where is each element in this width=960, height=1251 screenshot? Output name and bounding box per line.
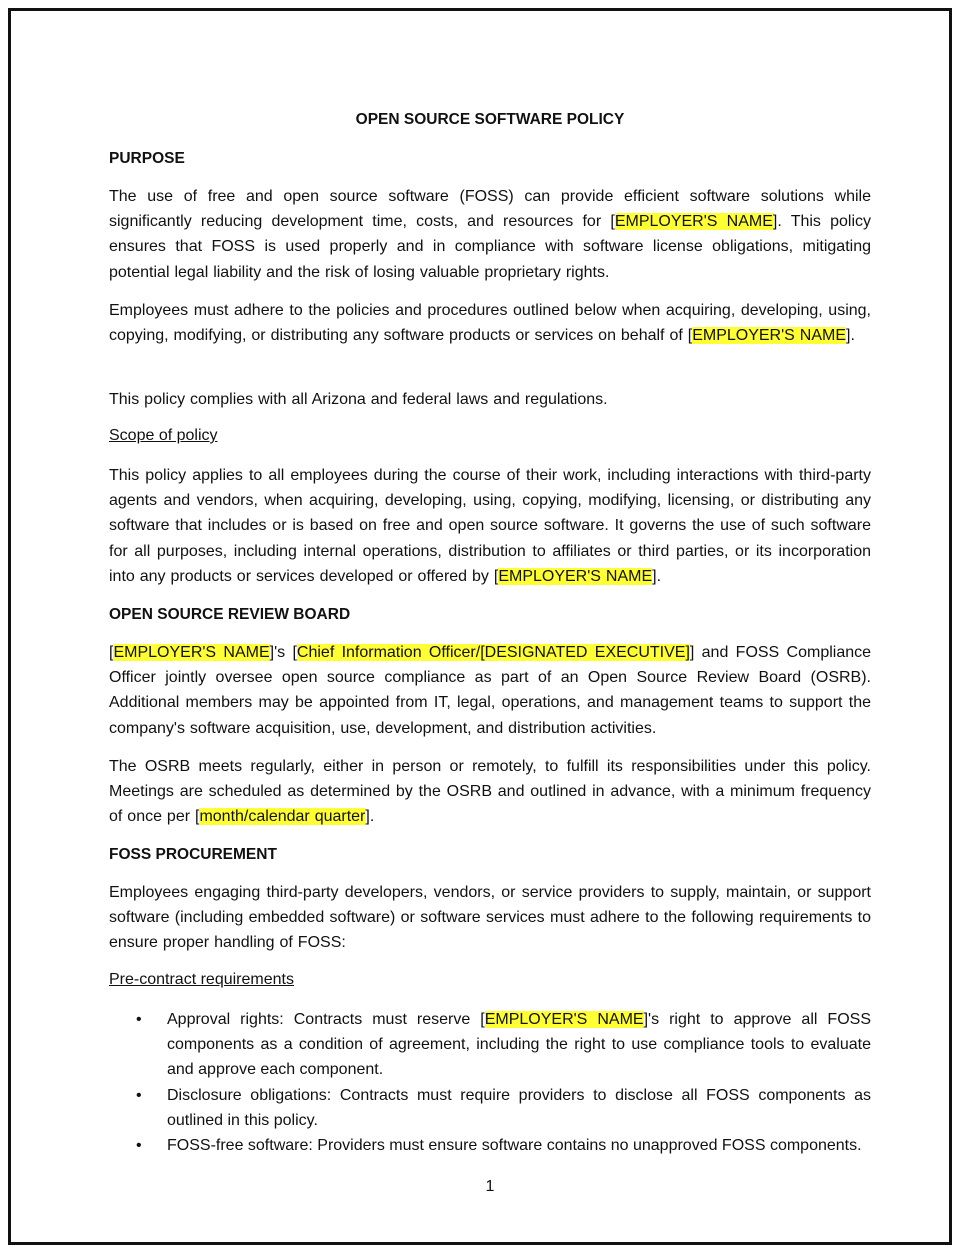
precontract-list xyxy=(109,1007,871,1158)
list-item xyxy=(109,1133,871,1158)
review-board-paragraph-2 xyxy=(109,754,871,830)
text-segment: Employees must adhere to the policies and procedures outlined below when acquiring, developing, using, copying, modifying, or distributing any software products or services on behalf of [ xyxy=(109,302,871,345)
text-segment: ]. This policy ensures that FOSS is used properly and in compliance with software license obligations, mitigating potential legal liability and the risk of losing valuable proprietary rights. xyxy=(109,213,872,281)
list-item xyxy=(109,1007,871,1083)
purpose-paragraph-2 xyxy=(109,298,871,348)
placeholder-employer-name: EMPLOYER'S NAME xyxy=(614,213,773,231)
placeholder-designated-executive: Chief Information Officer/[DESIGNATED EXECUTIVE] xyxy=(296,644,690,661)
purpose-paragraph-3: This policy complies with all Arizona and federal laws and regulations. xyxy=(109,391,608,408)
scope-heading: Scope of policy xyxy=(109,427,218,444)
list-item xyxy=(109,1083,871,1133)
text-segment: FOSS-free software: Providers must ensure software contains no unapproved FOSS components. xyxy=(167,1137,862,1155)
placeholder-employer-name: EMPLOYER'S NAME xyxy=(484,1011,644,1028)
procurement-paragraph: Employees engaging third-party developers, vendors, or service providers to supply, maintain, or support software (including embedded software) or software services must adhere to the following requirements to ensure proper handling of FOSS: xyxy=(109,884,871,952)
text-segment: This policy applies to all employees during the course of their work, including interactions with third-party agents and vendors, when acquiring, developing, using, copying, modifying, licensing, or distributing any software that includes or is based on free and open source software. It governs the use of such software for all purposes, including internal operations, distribution to affiliates or third parties, or its incorporation into any products or services developed or offered by [ xyxy=(109,467,871,585)
text-segment: The use of free and open source software (FOSS) can provide efficient software solutions while significantly reducing development time, costs, and resources for [ xyxy=(109,188,871,231)
text-segment: ]'s right to approve all FOSS components as a condition of agreement, including the right to use compliance tools to evaluate and approve each component. xyxy=(167,1011,871,1079)
precontract-heading: Pre-contract requirements xyxy=(109,971,294,988)
document-title: OPEN SOURCE SOFTWARE POLICY xyxy=(355,111,625,128)
purpose-heading: PURPOSE xyxy=(109,150,185,167)
page-number: 1 xyxy=(485,1178,495,1195)
placeholder-employer-name: EMPLOYER'S NAME xyxy=(692,327,846,345)
procurement-heading: FOSS PROCUREMENT xyxy=(109,846,277,863)
scope-paragraph xyxy=(109,463,871,589)
text-segment: ]'s [ xyxy=(269,644,297,661)
review-board-paragraph-1 xyxy=(109,640,871,741)
text-segment: Approval rights: Contracts must reserve [ xyxy=(167,1011,485,1028)
placeholder-employer-name: EMPLOYER'S NAME xyxy=(498,567,653,585)
text-segment: ]. xyxy=(846,327,855,345)
text-segment: [ xyxy=(109,644,114,661)
page-frame xyxy=(8,8,952,1245)
bullet-icon: • xyxy=(136,1086,142,1104)
text-segment: ] and FOSS Compliance Officer jointly oversee open source compliance as part of an Open Source Review Board (OSRB). Additional members may be appointed from IT, legal, operations, and management teams to support the company's software acquisition, use, development, and distribution activities. xyxy=(109,644,872,737)
purpose-paragraph-1 xyxy=(109,184,871,285)
text-segment: Disclosure obligations: Contracts must require providers to disclose all FOSS components as outlined in this policy. xyxy=(167,1086,871,1129)
review-board-heading: OPEN SOURCE REVIEW BOARD xyxy=(109,606,351,623)
placeholder-employer-name: EMPLOYER'S NAME xyxy=(113,644,270,661)
placeholder-meeting-frequency: month/calendar quarter xyxy=(199,808,366,826)
text-segment: ]. xyxy=(365,808,375,826)
text-segment: ]. xyxy=(652,567,662,585)
bullet-icon: • xyxy=(136,1137,142,1155)
bullet-icon: • xyxy=(136,1011,142,1028)
text-segment: The OSRB meets regularly, either in person or remotely, to fulfill its responsibilities under this policy. Meetings are scheduled as determined by the OSRB and outlined in advance, with a minimum frequency of once per [ xyxy=(109,758,871,826)
